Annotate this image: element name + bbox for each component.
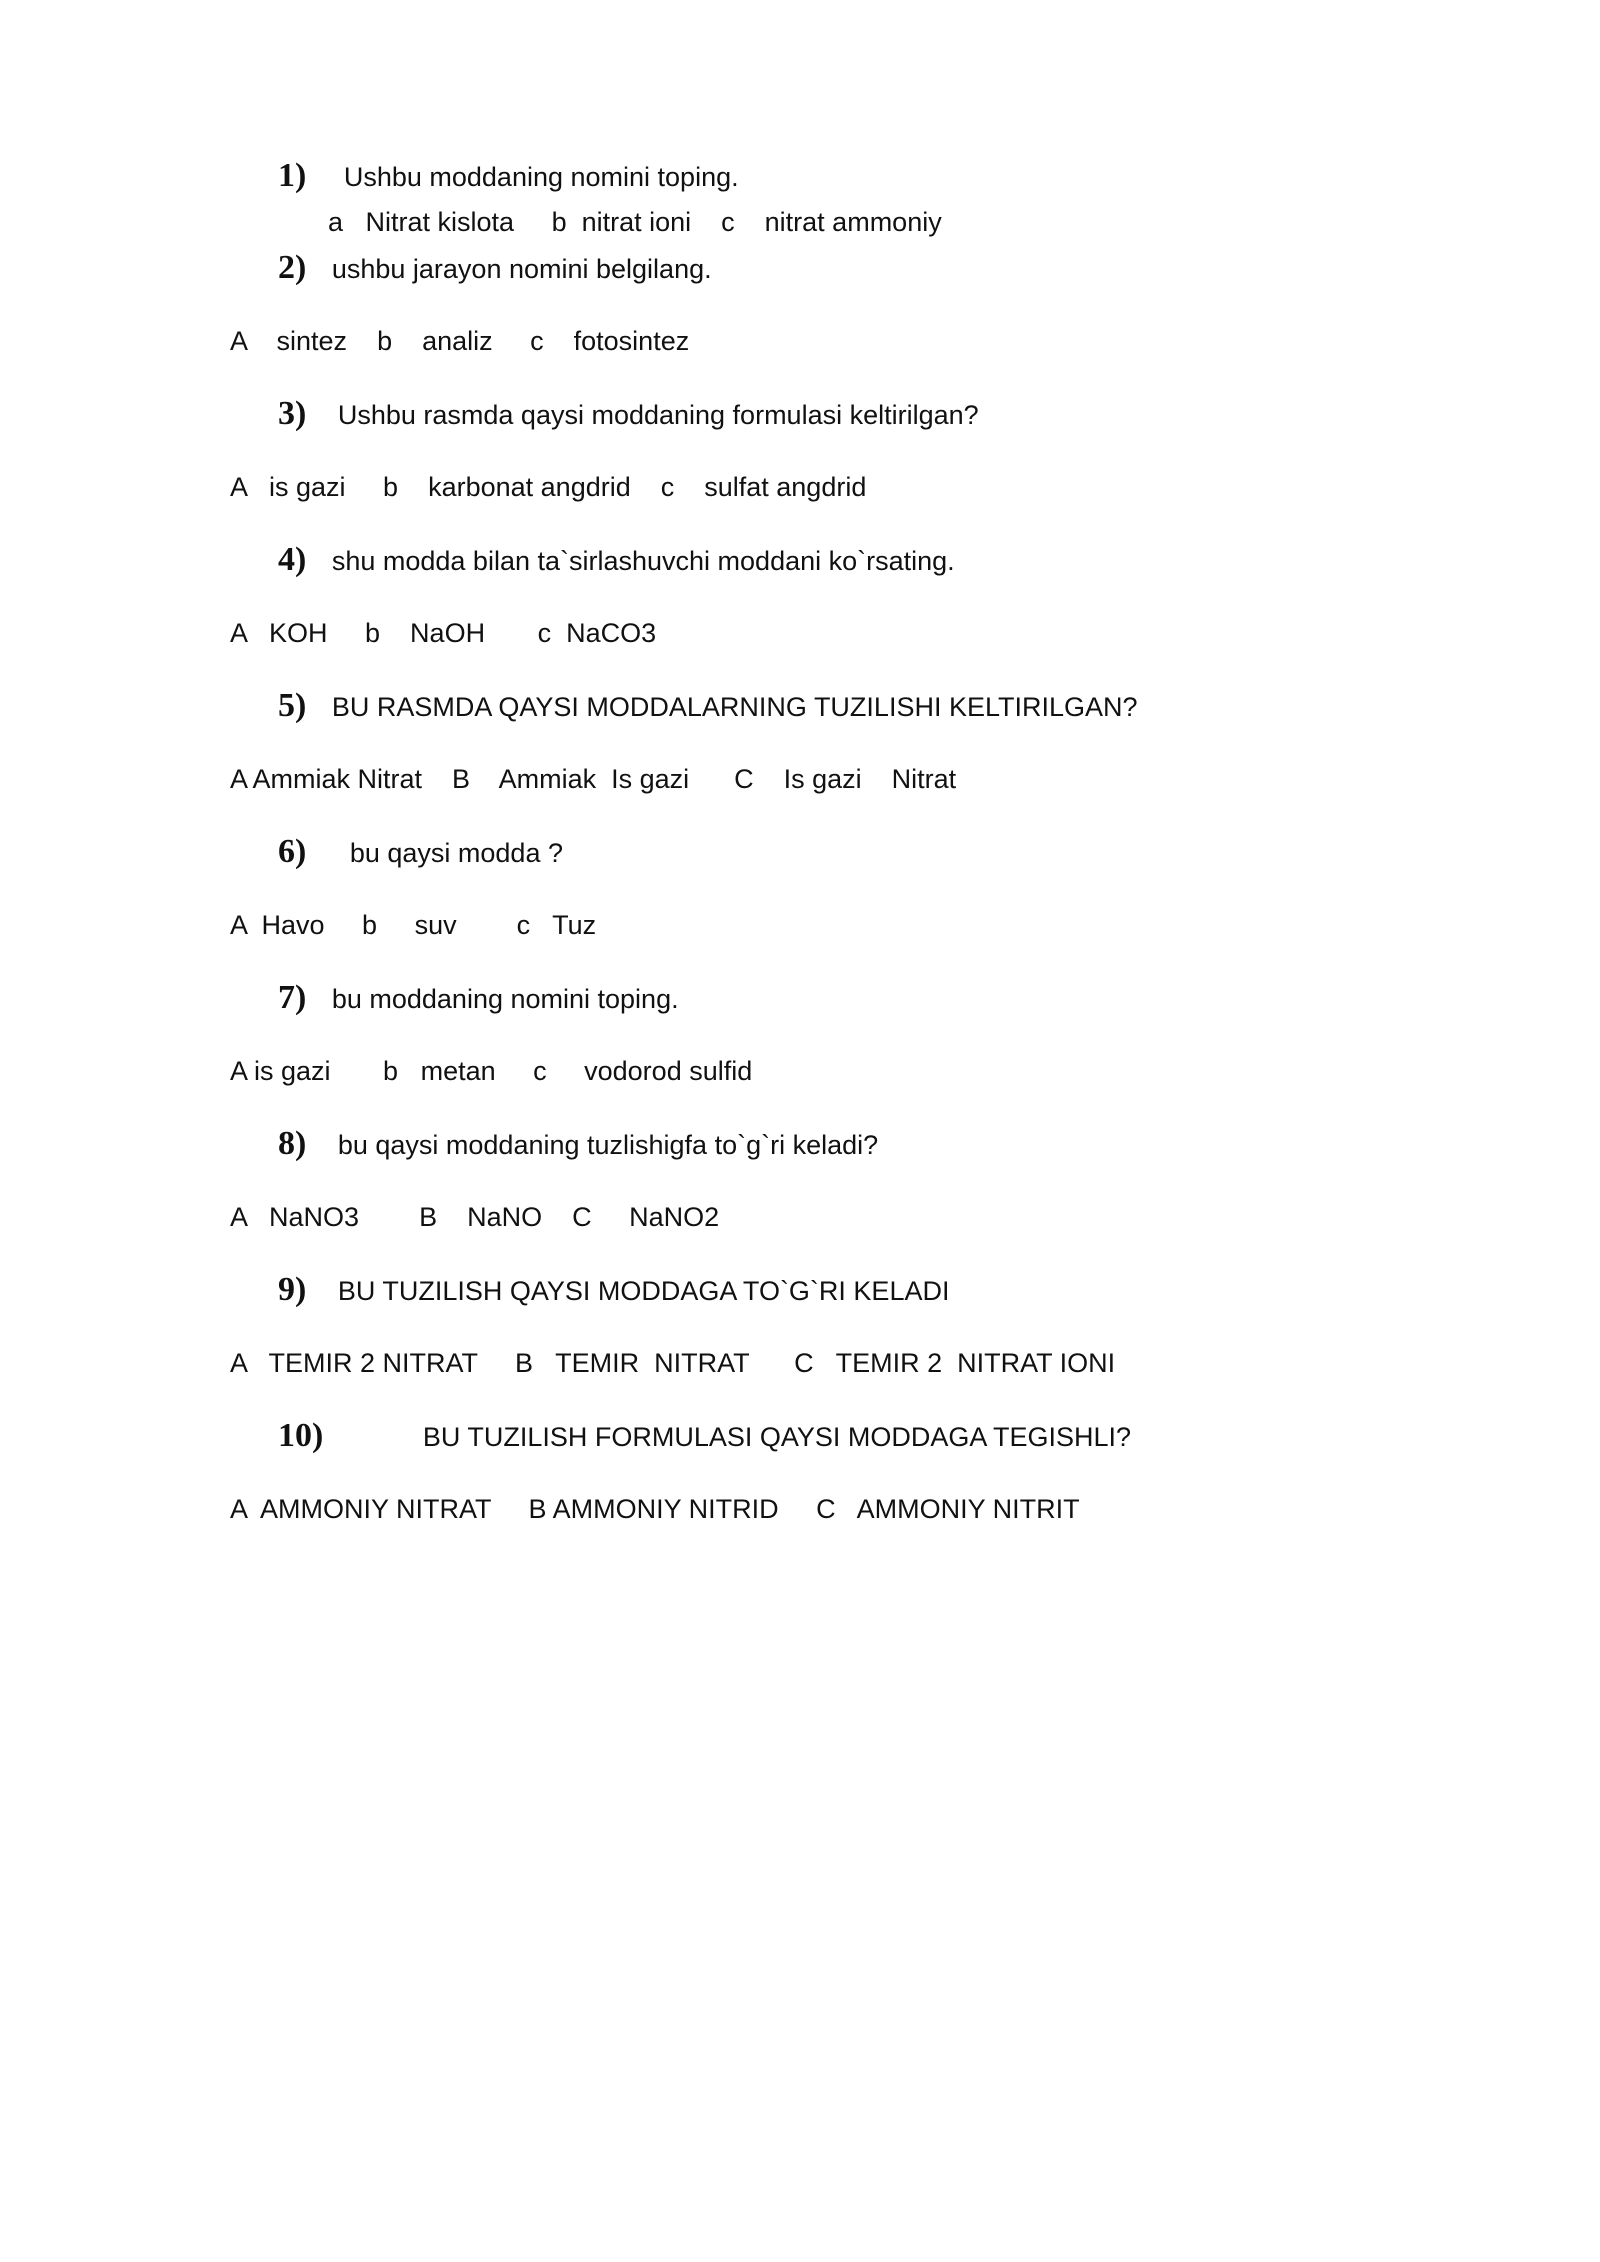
question-text: bu qaysi moddaning tuzlishigfa to`g`ri keladi? [337,1130,879,1160]
question-text: Ushbu moddaning nomini toping. [343,162,739,192]
question-number: 8) [278,1125,307,1162]
question-text: Ushbu rasmda qaysi moddaning formulasi keltirilgan? [337,400,979,430]
question-text: BU TUZILISH FORMULASI QAYSI MODDAGA TEGISHLI? [422,1422,1132,1452]
question-1 [278,158,739,195]
question-3 [278,396,979,433]
question-text: bu qaysi modda ? [349,838,563,868]
question-text: BU RASMDA QAYSI MODDALARNING TUZILISHI KELTIRILGAN? [331,692,1138,722]
question-number: 4) [278,541,307,578]
question-number: 1) [278,157,307,194]
question-text: bu moddaning nomini toping. [331,984,679,1014]
question-number: 9) [278,1271,307,1308]
question-number: 3) [278,395,307,432]
question-number: 2) [278,249,307,286]
question-10 [278,1418,1131,1455]
question-number: 6) [278,833,307,870]
question-text: ushbu jarayon nomini belgilang. [331,254,712,284]
answers-2: A sintez b analiz c fotosintez [230,326,690,356]
question-text: shu modda bilan ta`sirlashuvchi moddani ko`rsating. [331,546,955,576]
answers-9: A TEMIR 2 NITRAT B TEMIR NITRAT C TEMIR 2 NITRAT IONI [230,1348,1116,1378]
question-number: 5) [278,687,307,724]
question-9 [278,1272,949,1309]
question-text: BU TUZILISH QAYSI MODDAGA TO`G`RI KELADI [337,1276,950,1306]
answers-5: A Ammiak Nitrat B Ammiak Is gazi C Is gazi Nitrat [230,764,957,794]
answers-10: A AMMONIY NITRAT B AMMONIY NITRID C AMMONIY NITRIT [230,1494,1080,1524]
question-8 [278,1126,878,1163]
answers-6: A Havo b suv c Tuz [230,910,597,940]
answers-1: a Nitrat kislota b nitrat ioni c nitrat ammoniy [328,207,942,237]
answers-8: A NaNO3 B NaNO C NaNO2 [230,1202,720,1232]
question-2 [278,250,712,287]
answers-3: A is gazi b karbonat angdrid c sulfat angdrid [230,472,867,502]
answers-7: A is gazi b metan c vodorod sulfid [230,1056,753,1086]
question-number: 10) [278,1417,324,1454]
answers-4: A KOH b NaOH c NaCO3 [230,618,657,648]
question-6 [278,834,563,871]
question-number: 7) [278,979,307,1016]
question-4 [278,542,955,579]
question-7 [278,980,679,1017]
question-5 [278,688,1138,725]
